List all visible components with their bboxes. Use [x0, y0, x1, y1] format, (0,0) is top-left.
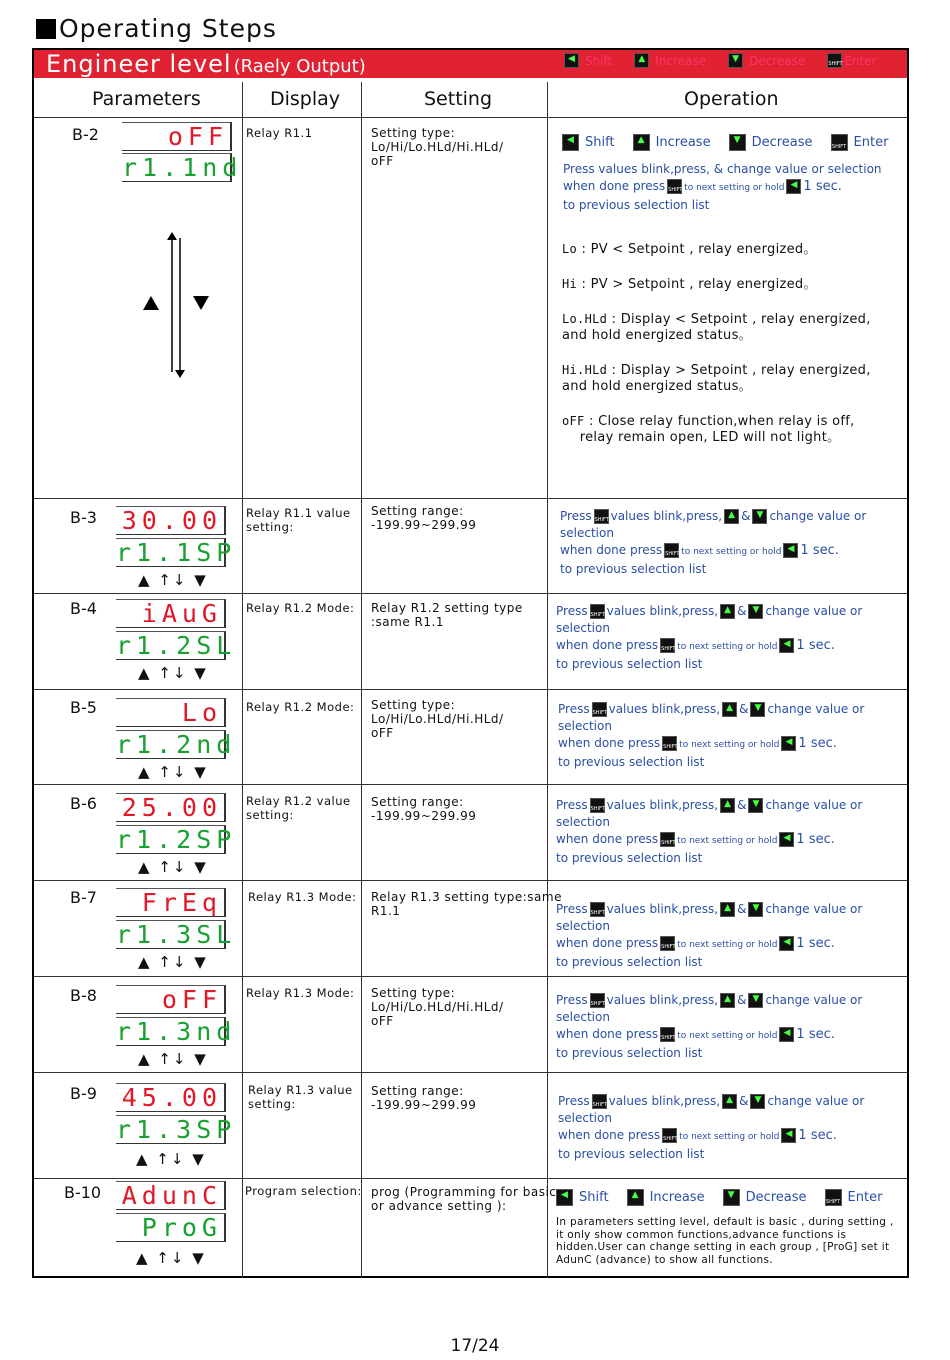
operation-instructions: Press values blink,press, & change value or selection when done press SHIFT to next setting or hold ◀ 1 sec. to previous selection list — [563, 162, 882, 212]
parameter-id: B-9 — [70, 1084, 97, 1103]
row-divider — [34, 593, 907, 594]
lcd-top-display: iAuG — [116, 599, 226, 628]
enter-key-icon: SHIFT — [660, 936, 675, 951]
enter-key-icon: SHIFT — [594, 509, 609, 524]
navigation-arrows-icon: ▲ ↑↓ ▼ — [138, 571, 208, 589]
engineer-level-banner — [34, 50, 907, 78]
row-divider — [34, 976, 907, 977]
banner-key-legend — [564, 53, 877, 68]
lcd-bottom-display: r1.3SL — [116, 920, 237, 949]
column-divider — [547, 82, 548, 1278]
enter-key-icon: SHIFT — [592, 1094, 607, 1109]
black-square-icon — [36, 19, 56, 39]
lcd-bottom-display: ProG — [116, 1213, 226, 1242]
navigation-arrows-icon: ▲ ↑↓ ▼ — [136, 1150, 206, 1168]
setting-description: Setting type: Lo/Hi/Lo.HLd/Hi.HLd/ oFF — [371, 698, 504, 740]
operation-instructions: Press SHIFT values blink,press, ▲ & ▼ change value or selection when done press SHIFT to next setting or hold ◀ 1 sec. to previous selection list — [556, 604, 863, 671]
enter-key-icon: SHIFT — [590, 902, 605, 917]
banner-subtitle: (Raely Output) — [233, 55, 366, 77]
up-down-navigation-icon — [140, 230, 220, 380]
enter-key-icon: SHIFT — [592, 702, 607, 717]
increase-key-icon: ▲ — [634, 53, 649, 68]
increase-key-icon: ▲ — [720, 604, 735, 619]
header-display: Display — [270, 88, 341, 110]
shift-key-icon: ◀ — [564, 53, 579, 68]
lcd-top-display: AdunC — [116, 1181, 226, 1210]
increase-key-icon: ▲ — [720, 993, 735, 1008]
setting-description: Setting range: -199.99~299.99 — [371, 1084, 477, 1112]
display-description: Relay R1.1 value setting: — [246, 506, 351, 534]
decrease-key-icon: ▼ — [752, 509, 767, 524]
banner-enter-key: SHIFT Enter — [828, 53, 877, 68]
display-description: Relay R1.2 Mode: — [246, 700, 355, 714]
shift-key-icon: ◀ — [556, 1189, 573, 1206]
enter-key-icon: SHIFT — [662, 1128, 677, 1143]
banner-decrease-key: ▼ Decrease — [728, 53, 805, 68]
header-operation: Operation — [684, 88, 779, 110]
enter-key-icon: SHIFT — [827, 53, 842, 68]
parameter-id: B-5 — [70, 698, 97, 717]
lcd-bottom-display: r1.3SP — [116, 1115, 237, 1144]
setting-description: Relay R1.3 setting type:same R1.1 — [371, 890, 562, 918]
display-description: Relay R1.3 value setting: — [248, 1083, 353, 1111]
header-setting: Setting — [424, 88, 493, 110]
lcd-bottom-display: r1.1SP — [116, 538, 237, 567]
row-divider — [34, 784, 907, 785]
enter-key-icon: SHIFT — [667, 179, 682, 194]
setting-description: Relay R1.2 setting type :same R1.1 — [371, 601, 523, 629]
decrease-key-icon: ▼ — [748, 993, 763, 1008]
row-divider — [34, 1178, 907, 1179]
decrease-key-icon: ▼ — [748, 902, 763, 917]
lcd-top-display: 25.00 — [116, 793, 226, 822]
row-divider — [34, 689, 907, 690]
parameter-id: B-10 — [64, 1183, 102, 1202]
parameter-id: B-8 — [70, 986, 97, 1005]
increase-key-icon: ▲ — [722, 702, 737, 717]
enter-key-icon: SHIFT — [664, 543, 679, 558]
shift-key-icon: ◀ — [781, 736, 796, 751]
banner-title: Engineer level — [46, 50, 232, 78]
page-title: Operating Steps — [36, 14, 277, 43]
column-divider — [242, 82, 243, 1278]
navigation-arrows-icon: ▲ ↑↓ ▼ — [138, 1050, 208, 1068]
row-divider — [34, 1072, 907, 1073]
display-description: Relay R1.3 Mode: — [246, 986, 355, 1000]
key-legend: ◀ Shift ▲ Increase ▼ Decrease SHIFT Enter — [562, 134, 906, 151]
shift-key-icon: ◀ — [779, 1027, 794, 1042]
operation-instructions: Press SHIFT values blink,press, ▲ & ▼ change value or selection when done press SHIFT to next setting or hold ◀ 1 sec. to previous selection list — [560, 509, 867, 576]
navigation-arrows-icon: ▲ ↑↓ ▼ — [138, 953, 208, 971]
setting-description: Setting type: Lo/Hi/Lo.HLd/Hi.HLd/ oFF — [371, 986, 504, 1028]
navigation-arrows-icon: ▲ ↑↓ ▼ — [138, 664, 208, 682]
setting-description: Setting range: -199.99~299.99 — [371, 504, 477, 532]
increase-key-icon: ▲ — [724, 509, 739, 524]
parameter-id: B-2 — [72, 125, 99, 144]
row-divider — [34, 498, 907, 499]
parameter-id: B-7 — [70, 888, 97, 907]
enter-key-icon: SHIFT — [662, 736, 677, 751]
enter-key-icon: SHIFT — [660, 1027, 675, 1042]
increase-key-icon: ▲ — [720, 902, 735, 917]
operation-instructions: Press SHIFT values blink,press, ▲ & ▼ change value or selection when done press SHIFT to next setting or hold ◀ 1 sec. to previous selection list — [556, 798, 863, 865]
column-divider — [361, 82, 362, 1278]
enter-key-icon: SHIFT — [660, 638, 675, 653]
setting-description: Setting range: -199.99~299.99 — [371, 795, 477, 823]
parameter-id: B-3 — [70, 508, 97, 527]
decrease-key-icon: ▼ — [728, 53, 743, 68]
operation-instructions: Press SHIFT values blink,press, ▲ & ▼ change value or selection when done press SHIFT to next setting or hold ◀ 1 sec. to previous selection list — [556, 993, 863, 1060]
parameter-id: B-6 — [70, 794, 97, 813]
operating-steps-table — [32, 48, 909, 1278]
shift-key-icon: ◀ — [562, 134, 579, 151]
increase-key-icon: ▲ — [627, 1189, 644, 1206]
lcd-bottom-display: r1.2SL — [116, 631, 237, 660]
lcd-top-display: oFF — [116, 985, 226, 1014]
navigation-arrows-icon: ▲ ↑↓ ▼ — [138, 763, 208, 781]
decrease-key-icon: ▼ — [748, 604, 763, 619]
lcd-bottom-display: r1.2SP — [116, 825, 237, 854]
shift-key-icon: ◀ — [779, 936, 794, 951]
decrease-key-icon: ▼ — [723, 1189, 740, 1206]
decrease-key-icon: ▼ — [729, 134, 746, 151]
shift-key-icon: ◀ — [779, 832, 794, 847]
display-description: Relay R1.2 Mode: — [246, 601, 355, 615]
banner-increase-key: ▲ Increase — [634, 53, 706, 68]
mode-descriptions: Lo : PV < Setpoint , relay energized。 Hi : PV > Setpoint , relay energized。 Lo.HLd : Display < Setpoint , relay energized, and hold energized status。 Hi.HLd : Display > Setpoint , relay energized, and hold energized status。 oFF : Close relay function,when relay is off, relay remain open, LED will not light。 — [562, 242, 871, 445]
lcd-top-display: 45.00 — [116, 1083, 226, 1112]
banner-shift-key: ◀ Shift — [564, 53, 612, 68]
lcd-top-display: Lo — [116, 698, 226, 727]
parameter-id: B-4 — [70, 599, 97, 618]
display-description: Relay R1.1 — [246, 126, 313, 140]
operation-instructions: Press SHIFT values blink,press, ▲ & ▼ change value or selection when done press SHIFT to next setting or hold ◀ 1 sec. to previous selection list — [558, 1094, 865, 1161]
shift-key-icon: ◀ — [779, 638, 794, 653]
lcd-top-display: oFF — [122, 122, 232, 151]
decrease-key-icon: ▼ — [750, 702, 765, 717]
setting-description: prog (Programming for basic or advance setting ): — [371, 1185, 557, 1213]
lcd-top-display: 30.00 — [116, 506, 226, 535]
enter-key-icon: SHIFT — [590, 604, 605, 619]
navigation-arrows-icon: ▲ ↑↓ ▼ — [136, 1249, 206, 1267]
program-selection-note: In parameters setting level, default is basic , during setting , it only show common functions,advance functions is hidden.User can change setting in each group , [ProG] set it AdunC (advance) to show all functions. — [556, 1216, 894, 1266]
header-parameters: Parameters — [92, 88, 201, 110]
page-number: 17/24 — [450, 1336, 500, 1356]
row-divider — [34, 117, 907, 118]
enter-key-icon: SHIFT — [590, 798, 605, 813]
increase-key-icon: ▲ — [633, 134, 650, 151]
increase-key-icon: ▲ — [722, 1094, 737, 1109]
enter-key-icon: SHIFT — [831, 134, 848, 151]
lcd-bottom-display: r1.3nd — [116, 1017, 237, 1046]
navigation-arrows-icon: ▲ ↑↓ ▼ — [138, 858, 208, 876]
decrease-key-icon: ▼ — [748, 798, 763, 813]
operation-instructions: Press SHIFT values blink,press, ▲ & ▼ change value or selection when done press SHIFT to next setting or hold ◀ 1 sec. to previous selection list — [558, 702, 865, 769]
lcd-bottom-display: r1.1nd — [122, 153, 243, 182]
operation-instructions: Press SHIFT values blink,press, ▲ & ▼ change value or selection when done press SHIFT to next setting or hold ◀ 1 sec. to previous selection list — [556, 902, 863, 969]
row-divider — [34, 880, 907, 881]
shift-key-icon: ◀ — [786, 179, 801, 194]
lcd-bottom-display: r1.2nd — [116, 730, 237, 759]
shift-key-icon: ◀ — [783, 543, 798, 558]
enter-key-icon: SHIFT — [590, 993, 605, 1008]
shift-key-icon: ◀ — [781, 1128, 796, 1143]
display-description: Relay R1.2 value setting: — [246, 794, 351, 822]
enter-key-icon: SHIFT — [825, 1189, 842, 1206]
increase-key-icon: ▲ — [720, 798, 735, 813]
enter-key-icon: SHIFT — [660, 832, 675, 847]
decrease-key-icon: ▼ — [750, 1094, 765, 1109]
setting-description: Setting type: Lo/Hi/Lo.HLd/Hi.HLd/ oFF — [371, 126, 504, 168]
key-legend: ◀ Shift ▲ Increase ▼ Decrease SHIFT Enter — [556, 1189, 900, 1206]
display-description: Program selection: — [245, 1184, 362, 1198]
display-description: Relay R1.3 Mode: — [248, 890, 357, 904]
lcd-top-display: FrEq — [116, 888, 226, 917]
